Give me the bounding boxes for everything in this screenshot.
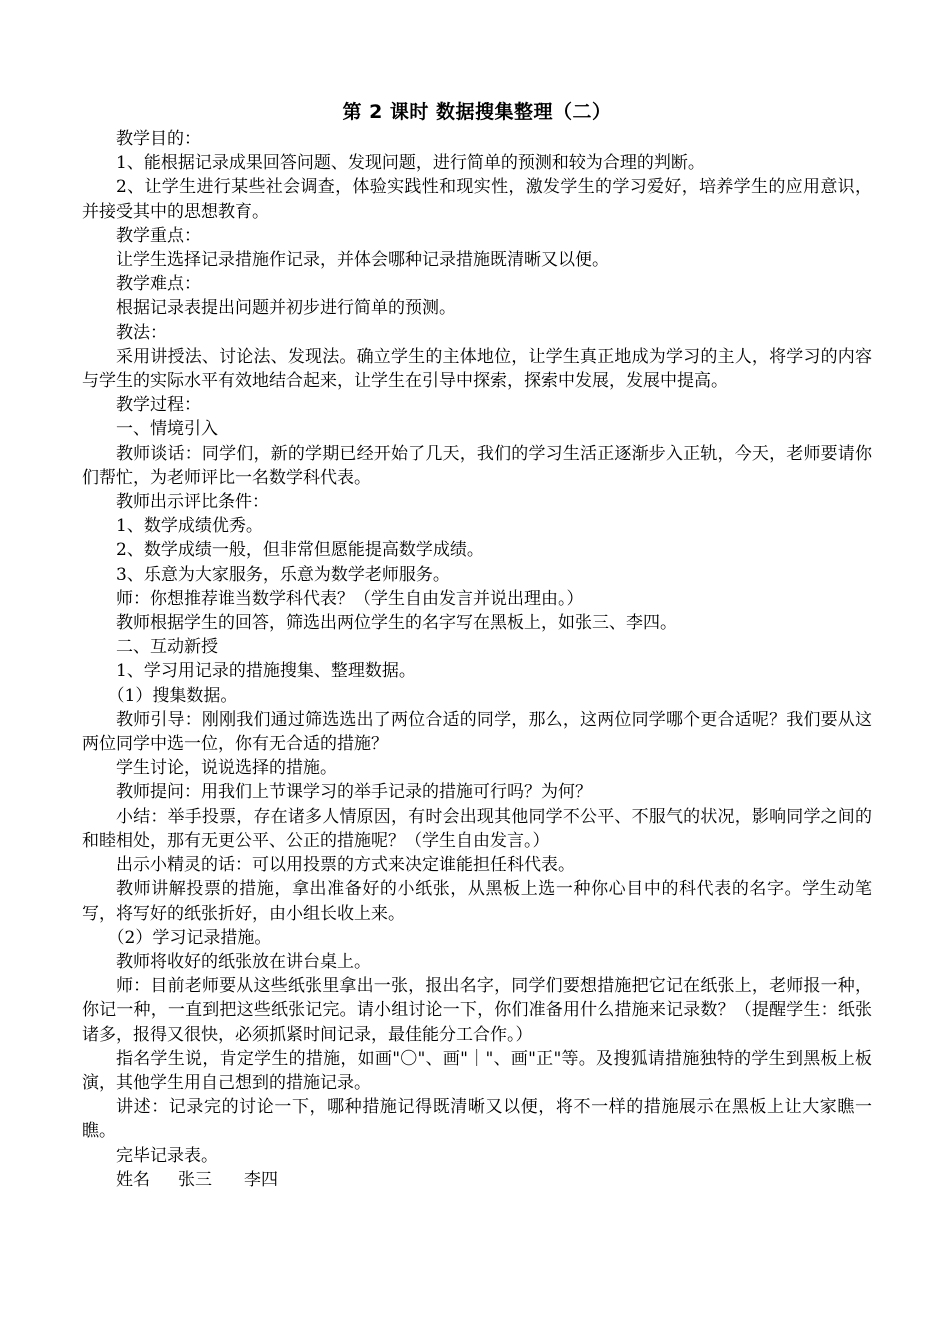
document-title: 第 2 课时 数据搜集整理（二） <box>342 101 612 123</box>
paragraph: 根据记录表提出问题并初步进行简单的预测。 <box>116 298 456 319</box>
record-table-header <box>82 1168 872 1192</box>
paragraph: 教学难点： <box>116 274 201 295</box>
paragraph: 1、学习用记录的措施搜集、整理数据。 <box>116 661 416 682</box>
paragraph: 教师根据学生的回答，筛选出两位学生的名字写在黑板上，如张三、李四。 <box>116 613 677 634</box>
table-header-candidate-2: 李四 <box>244 1169 278 1190</box>
paragraph: （2）学习记录措施。 <box>107 927 272 948</box>
paragraph: 一、情境引入 <box>116 419 218 440</box>
paragraph: 教师将收好的纸张放在讲台桌上。 <box>116 951 371 972</box>
paragraph: （1）搜集数据。 <box>107 685 238 706</box>
paragraph: 教学过程： <box>116 395 201 416</box>
paragraph: 讲述：记录完的讨论一下，哪种措施记得既清晰又以便，将不一样的措施展示在黑板上让大家瞧一瞧。 <box>82 1097 872 1142</box>
document-body <box>82 127 872 1168</box>
table-header-name: 姓名 <box>116 1169 150 1190</box>
paragraph: 让学生选择记录措施作记录，并体会哪种记录措施既清晰又以便。 <box>116 250 609 271</box>
paragraph: 教师引导：刚刚我们通过筛选选出了两位合适的同学，那么，这两位同学哪个更合适呢？我们要从这两位同学中选一位，你有无合适的措施？ <box>82 709 872 755</box>
paragraph: 师：你想推荐谁当数学科代表？（学生自由发言并说出理由。） <box>116 588 584 609</box>
paragraph: 教学目的： <box>116 129 201 149</box>
paragraph: 完毕记录表。 <box>116 1145 218 1166</box>
paragraph: 教法： <box>116 322 167 343</box>
paragraph: 1、数学成绩优秀。 <box>116 516 263 537</box>
paragraph: 小结：举手投票，存在诸多人情原因，有时会出现其他同学不公平、不服气的状况，影响同学之间的和睦相处，那有无更公平、公正的措施呢？（学生自由发言。） <box>82 806 872 851</box>
paragraph: 教师谈话：同学们，新的学期已经开始了几天，我们的学习生活正逐渐步入正轨，今天，老师要请你们帮忙，为老师评比一名数学科代表。 <box>82 443 872 488</box>
paragraph: 师：目前老师要从这些纸张里拿出一张，报出名字，同学们要想措施把它记在纸张上，老师报一种，你记一种，一直到把这些纸张记完。请小组讨论一下，你们准备用什么措施来记录数？（提醒学生：纸张诸多，报得又很快，必须抓紧时间记录，最佳能分工合作。） <box>82 976 872 1045</box>
paragraph: 学生讨论，说说选择的措施。 <box>116 758 337 779</box>
paragraph: 二、互动新授 <box>116 637 218 658</box>
document-page <box>82 100 872 1192</box>
paragraph: 教学重点： <box>116 225 201 246</box>
paragraph: 2、数学成绩一般，但非常但愿能提高数学成绩。 <box>116 540 484 561</box>
paragraph: 教师讲解投票的措施，拿出准备好的小纸张，从黑板上选一种你心目中的科代表的名字。学生动笔写，将写好的纸张折好，由小组长收上来。 <box>82 879 872 924</box>
paragraph: 3、乐意为大家服务，乐意为数学老师服务。 <box>116 564 450 585</box>
table-header-candidate-1: 张三 <box>178 1169 212 1190</box>
paragraph: 教师提问：用我们上节课学习的举手记录的措施可行吗？为何？ <box>116 782 592 803</box>
paragraph: 1、能根据记录成果回答问题、发现问题，进行简单的预测和较为合理的判断。 <box>116 153 705 174</box>
paragraph: 2、让学生进行某些社会调查，体验实践性和现实性，激发学生的学习爱好，培养学生的应用意识，并接受其中的思想教育。 <box>82 177 872 222</box>
paragraph: 教师出示评比条件： <box>116 492 269 513</box>
paragraph: 指名学生说，肯定学生的措施，如画"〇"、画"｜"、画"正"等。及搜狐请措施独特的学生到黑板上板演，其他学生用自己想到的措施记录。 <box>82 1048 872 1093</box>
paragraph: 出示小精灵的话：可以用投票的方式来决定谁能担任科代表。 <box>116 855 575 876</box>
paragraph: 采用讲授法、讨论法、发现法。确立学生的主体地位，让学生真正地成为学习的主人，将学习的内容与学生的实际水平有效地结合起来，让学生在引导中探索，探索中发展，发展中提高。 <box>82 346 872 392</box>
